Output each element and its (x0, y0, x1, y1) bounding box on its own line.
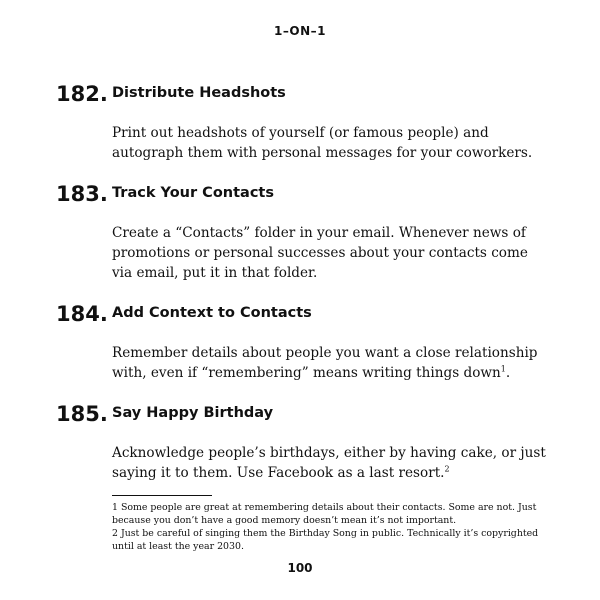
tip-title: Say Happy Birthday (112, 405, 274, 421)
tip-body: Print out headshots of yourself (or famous people) and autograph them with personal messages for your coworkers. (112, 125, 533, 161)
footnote-ref: 1 (500, 364, 506, 374)
footnote-2: 2 Just be careful of singing them the Birthday Song in public. Technically it’s copyrighted until at least the year 2030. (112, 528, 539, 552)
tip-heading (56, 401, 556, 431)
footnote-divider (112, 495, 212, 496)
tip-body: Create a “Contacts” folder in your email. Whenever news of promotions or personal successes about your contacts come via email, put it in that folder. (112, 225, 528, 281)
footnotes (112, 501, 552, 553)
tip-title: Distribute Headshots (112, 85, 286, 101)
tip-heading (56, 181, 556, 211)
tip-number: 182. (56, 82, 108, 106)
tip-184 (56, 301, 556, 381)
tip-183 (56, 181, 556, 281)
tip-185 (56, 401, 556, 481)
tip-title: Add Context to Contacts (112, 305, 312, 321)
tip-heading (56, 301, 556, 331)
footnote-1: 1 Some people are great at remembering details about their contacts. Some are not. Just because you don’t have a good memory doesn’t mean it’s not important. (112, 502, 537, 526)
tip-body: Remember details about people you want a close relationship with, even if “remembering” means writing things down$^1$. (112, 345, 538, 381)
tip-number: 184. (56, 302, 108, 326)
tip-heading (56, 81, 556, 111)
tip-body: Acknowledge people’s birthdays, either by having cake, or just saying it to them. Use Facebook as a last resort.$^2$ (112, 445, 546, 481)
page-number: 100 (287, 561, 313, 575)
tip-title: Track Your Contacts (112, 185, 274, 201)
tip-number: 185. (56, 402, 108, 426)
running-header: 1–ON–1 (274, 24, 326, 38)
footnote-ref: 2 (444, 464, 450, 474)
tip-182 (56, 81, 556, 161)
tip-number: 183. (56, 182, 108, 206)
